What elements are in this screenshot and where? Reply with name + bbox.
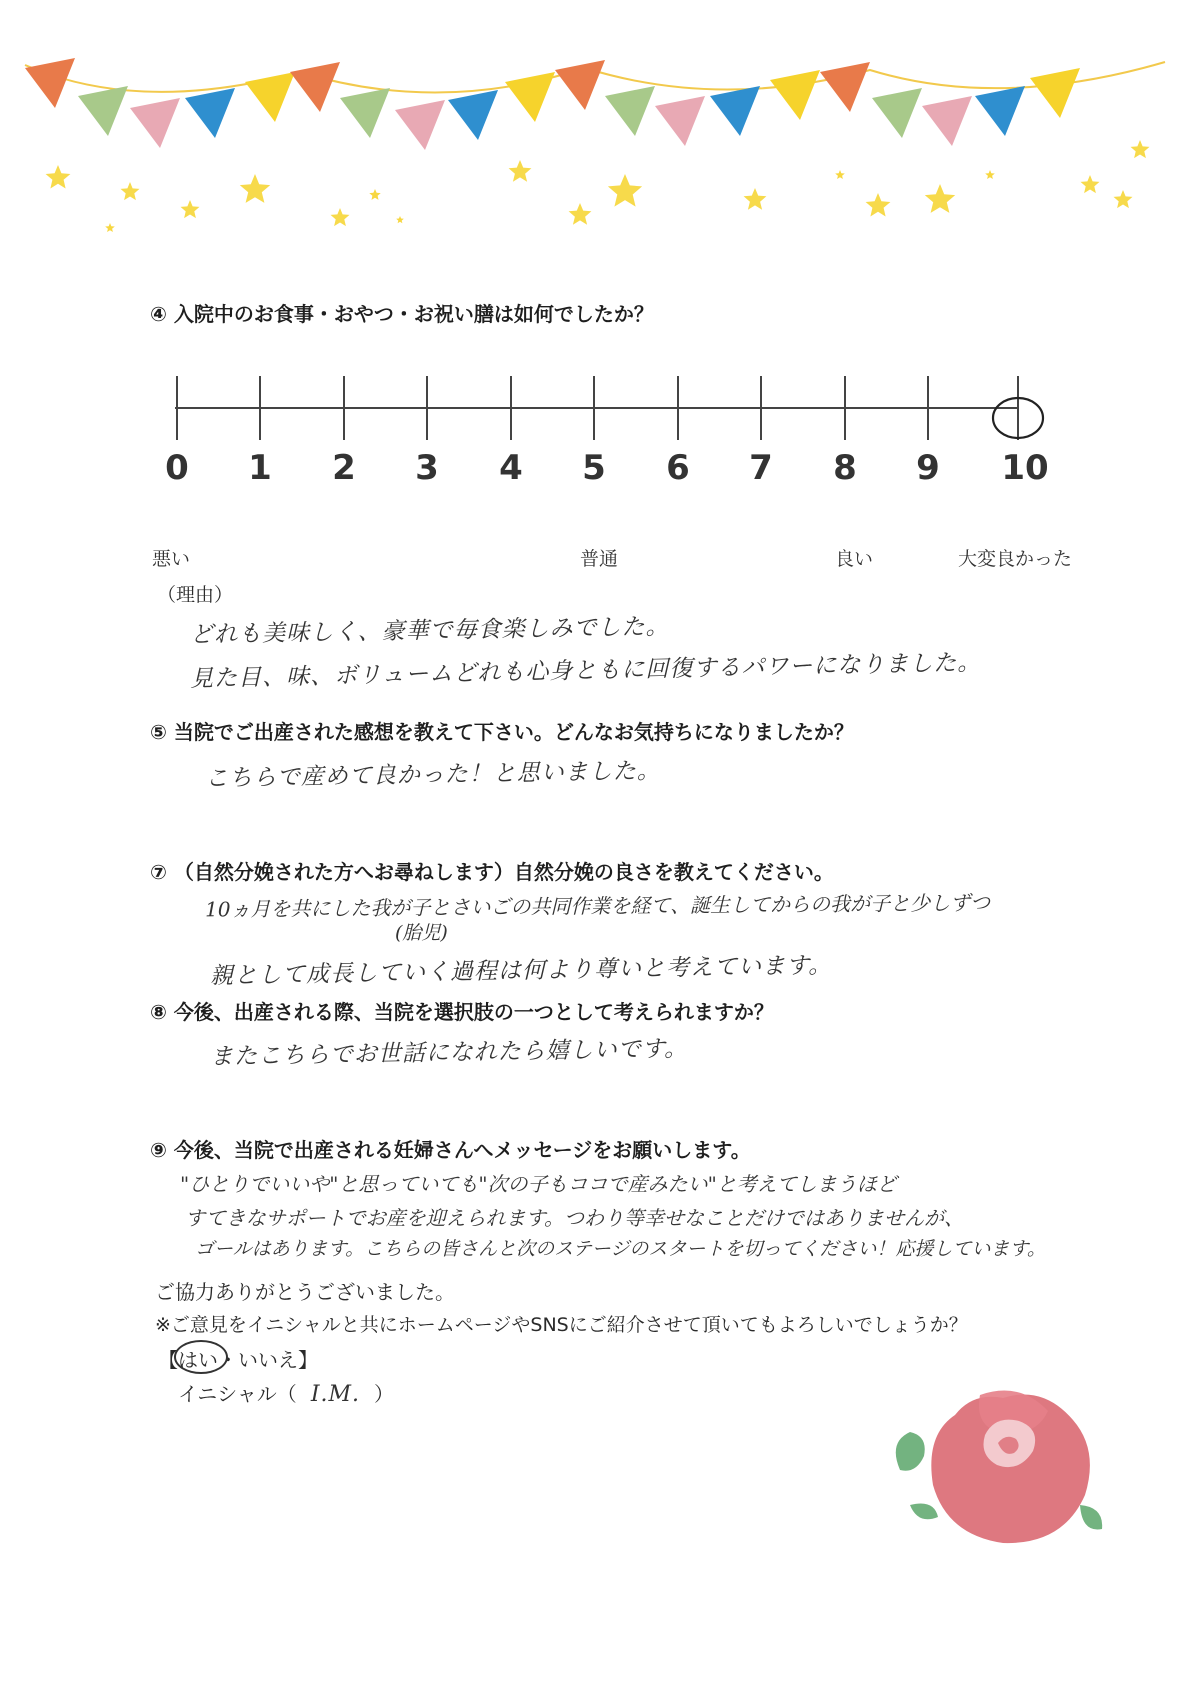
q9-answer-line-3: ゴールはあります。こちらの皆さんと次のステージのスタートを切ってください！応援しています。 <box>195 1238 1046 1260</box>
bunting-flag <box>770 70 820 120</box>
tick-label-9: 9 <box>916 448 940 488</box>
star-icon <box>835 170 845 179</box>
bunting-flag <box>185 88 235 138</box>
consent-yes-circle <box>174 1340 228 1374</box>
star-icon <box>46 165 71 189</box>
star-icon <box>608 174 642 207</box>
q7-annotation: (胎児) <box>395 922 448 944</box>
star-icon <box>331 208 350 226</box>
bunting-flag <box>290 62 340 112</box>
tick-label-1: 1 <box>248 448 272 488</box>
q9-answer-line-2: すてきなサポートでお産を迎えられます。つわり等幸せなことだけではありませんが、 <box>185 1206 964 1230</box>
question-5: ⑤ 当院でご出産された感想を教えて下さい。どんなお気持ちになりましたか？ <box>150 720 854 744</box>
tick-label-3: 3 <box>415 448 439 488</box>
question-9: ⑨ 今後、当院で出産される妊婦さんへメッセージをお願いします。 <box>150 1138 751 1162</box>
bunting-flag <box>25 58 75 108</box>
bunting-flag <box>78 86 128 136</box>
q4-answer-line-2: 見た目、味、ボリュームどれも心身ともに回復するパワーになりました。 <box>189 649 982 693</box>
star-icon <box>866 193 891 217</box>
consent-separator: ・ <box>218 1348 238 1372</box>
bunting-flag <box>555 60 605 110</box>
bunting-flag <box>975 86 1025 136</box>
q7-answer-line-1: 10ヵ月を共にした我が子とさいごの共同作業を経て、誕生してからの我が子と少しずつ <box>204 890 991 922</box>
initial-label: イニシャル（ <box>178 1382 297 1406</box>
star-icon <box>240 174 270 203</box>
bunting-flag <box>130 98 180 148</box>
bunting-flag <box>655 96 705 146</box>
consent-question: ※ご意見をイニシャルと共にホームページやSNSにご紹介させて頂いてもよろしいでしょうか？ <box>155 1314 968 1336</box>
scale-label-good: 良い <box>835 548 874 570</box>
rose-illustration <box>880 1355 1110 1555</box>
bunting-flag <box>605 86 655 136</box>
thanks-text: ご協力ありがとうございました。 <box>155 1280 455 1304</box>
q4-answer-line-1: どれも美味しく、豪華で毎食楽しみでした。 <box>189 613 670 649</box>
tick-label-8: 8 <box>833 448 857 488</box>
bunting-flag <box>1030 68 1080 118</box>
tick-label-5: 5 <box>582 448 606 488</box>
star-icon <box>985 170 995 179</box>
star-icon <box>569 203 592 225</box>
question-8: ⑧ 今後、出産される際、当院を選択肢の一つとして考えられますか？ <box>150 1000 774 1024</box>
consent-yes-option[interactable] <box>178 1344 218 1373</box>
star-icon <box>509 160 532 182</box>
question-7: ⑦ （自然分娩された方へお尋ねします）自然分娩の良さを教えてください。 <box>150 860 834 884</box>
star-icon <box>369 189 380 200</box>
reason-label: （理由） <box>157 584 234 606</box>
q7-answer-line-2: 親として成長していく過程は何より尊いと考えています。 <box>209 952 833 990</box>
initial-close: ） <box>374 1382 395 1406</box>
consent-bracket-open: 【 <box>158 1348 178 1372</box>
star-icon <box>744 188 767 210</box>
tick-label-4: 4 <box>499 448 523 488</box>
consent-no-option[interactable]: いいえ <box>238 1348 298 1372</box>
star-icon <box>396 216 404 223</box>
star-icon <box>105 223 115 232</box>
tick-label-6: 6 <box>666 448 690 488</box>
q8-answer: またこちらでお世話になれたら嬉しいです。 <box>209 1035 689 1071</box>
star-icon <box>925 184 955 213</box>
bunting-flag <box>245 72 295 122</box>
initial-row <box>178 1378 394 1407</box>
q5-answer: こちらで産めて良かった！と思いました。 <box>204 758 662 792</box>
bunting-flag <box>340 88 390 138</box>
tick-label-10: 10 <box>1001 448 1049 488</box>
bunting-flag <box>448 90 498 140</box>
bunting-flag <box>922 96 972 146</box>
tick-label-0: 0 <box>165 448 189 488</box>
consent-options <box>158 1344 318 1373</box>
star-icon <box>1131 140 1150 158</box>
scale-label-average: 普通 <box>580 548 619 570</box>
question-4: ④ 入院中のお食事・おやつ・お祝い膳は如何でしたか？ <box>150 302 654 326</box>
bunting-flag <box>395 100 445 150</box>
bunting-decoration <box>0 0 1191 260</box>
bunting-flag <box>710 86 760 136</box>
bunting-flag <box>505 72 555 122</box>
consent-yes-label: はい <box>178 1348 218 1372</box>
q9-answer-line-1: "ひとりでいいや"と思っていても"次の子もココで産みたい"と考えてしまうほど <box>180 1172 897 1196</box>
consent-bracket-close: 】 <box>298 1348 318 1372</box>
scale-label-very-good: 大変良かった <box>958 548 1073 570</box>
tick-label-2: 2 <box>332 448 356 488</box>
scale-label-bad: 悪い <box>152 548 191 570</box>
star-icon <box>1081 175 1100 193</box>
bunting-flag <box>820 62 870 112</box>
star-icon <box>121 182 140 200</box>
star-icon <box>181 200 200 218</box>
tick-label-7: 7 <box>749 448 773 488</box>
star-icon <box>1114 190 1133 208</box>
bunting-flag <box>872 88 922 138</box>
initial-value: I.M. <box>310 1382 361 1407</box>
